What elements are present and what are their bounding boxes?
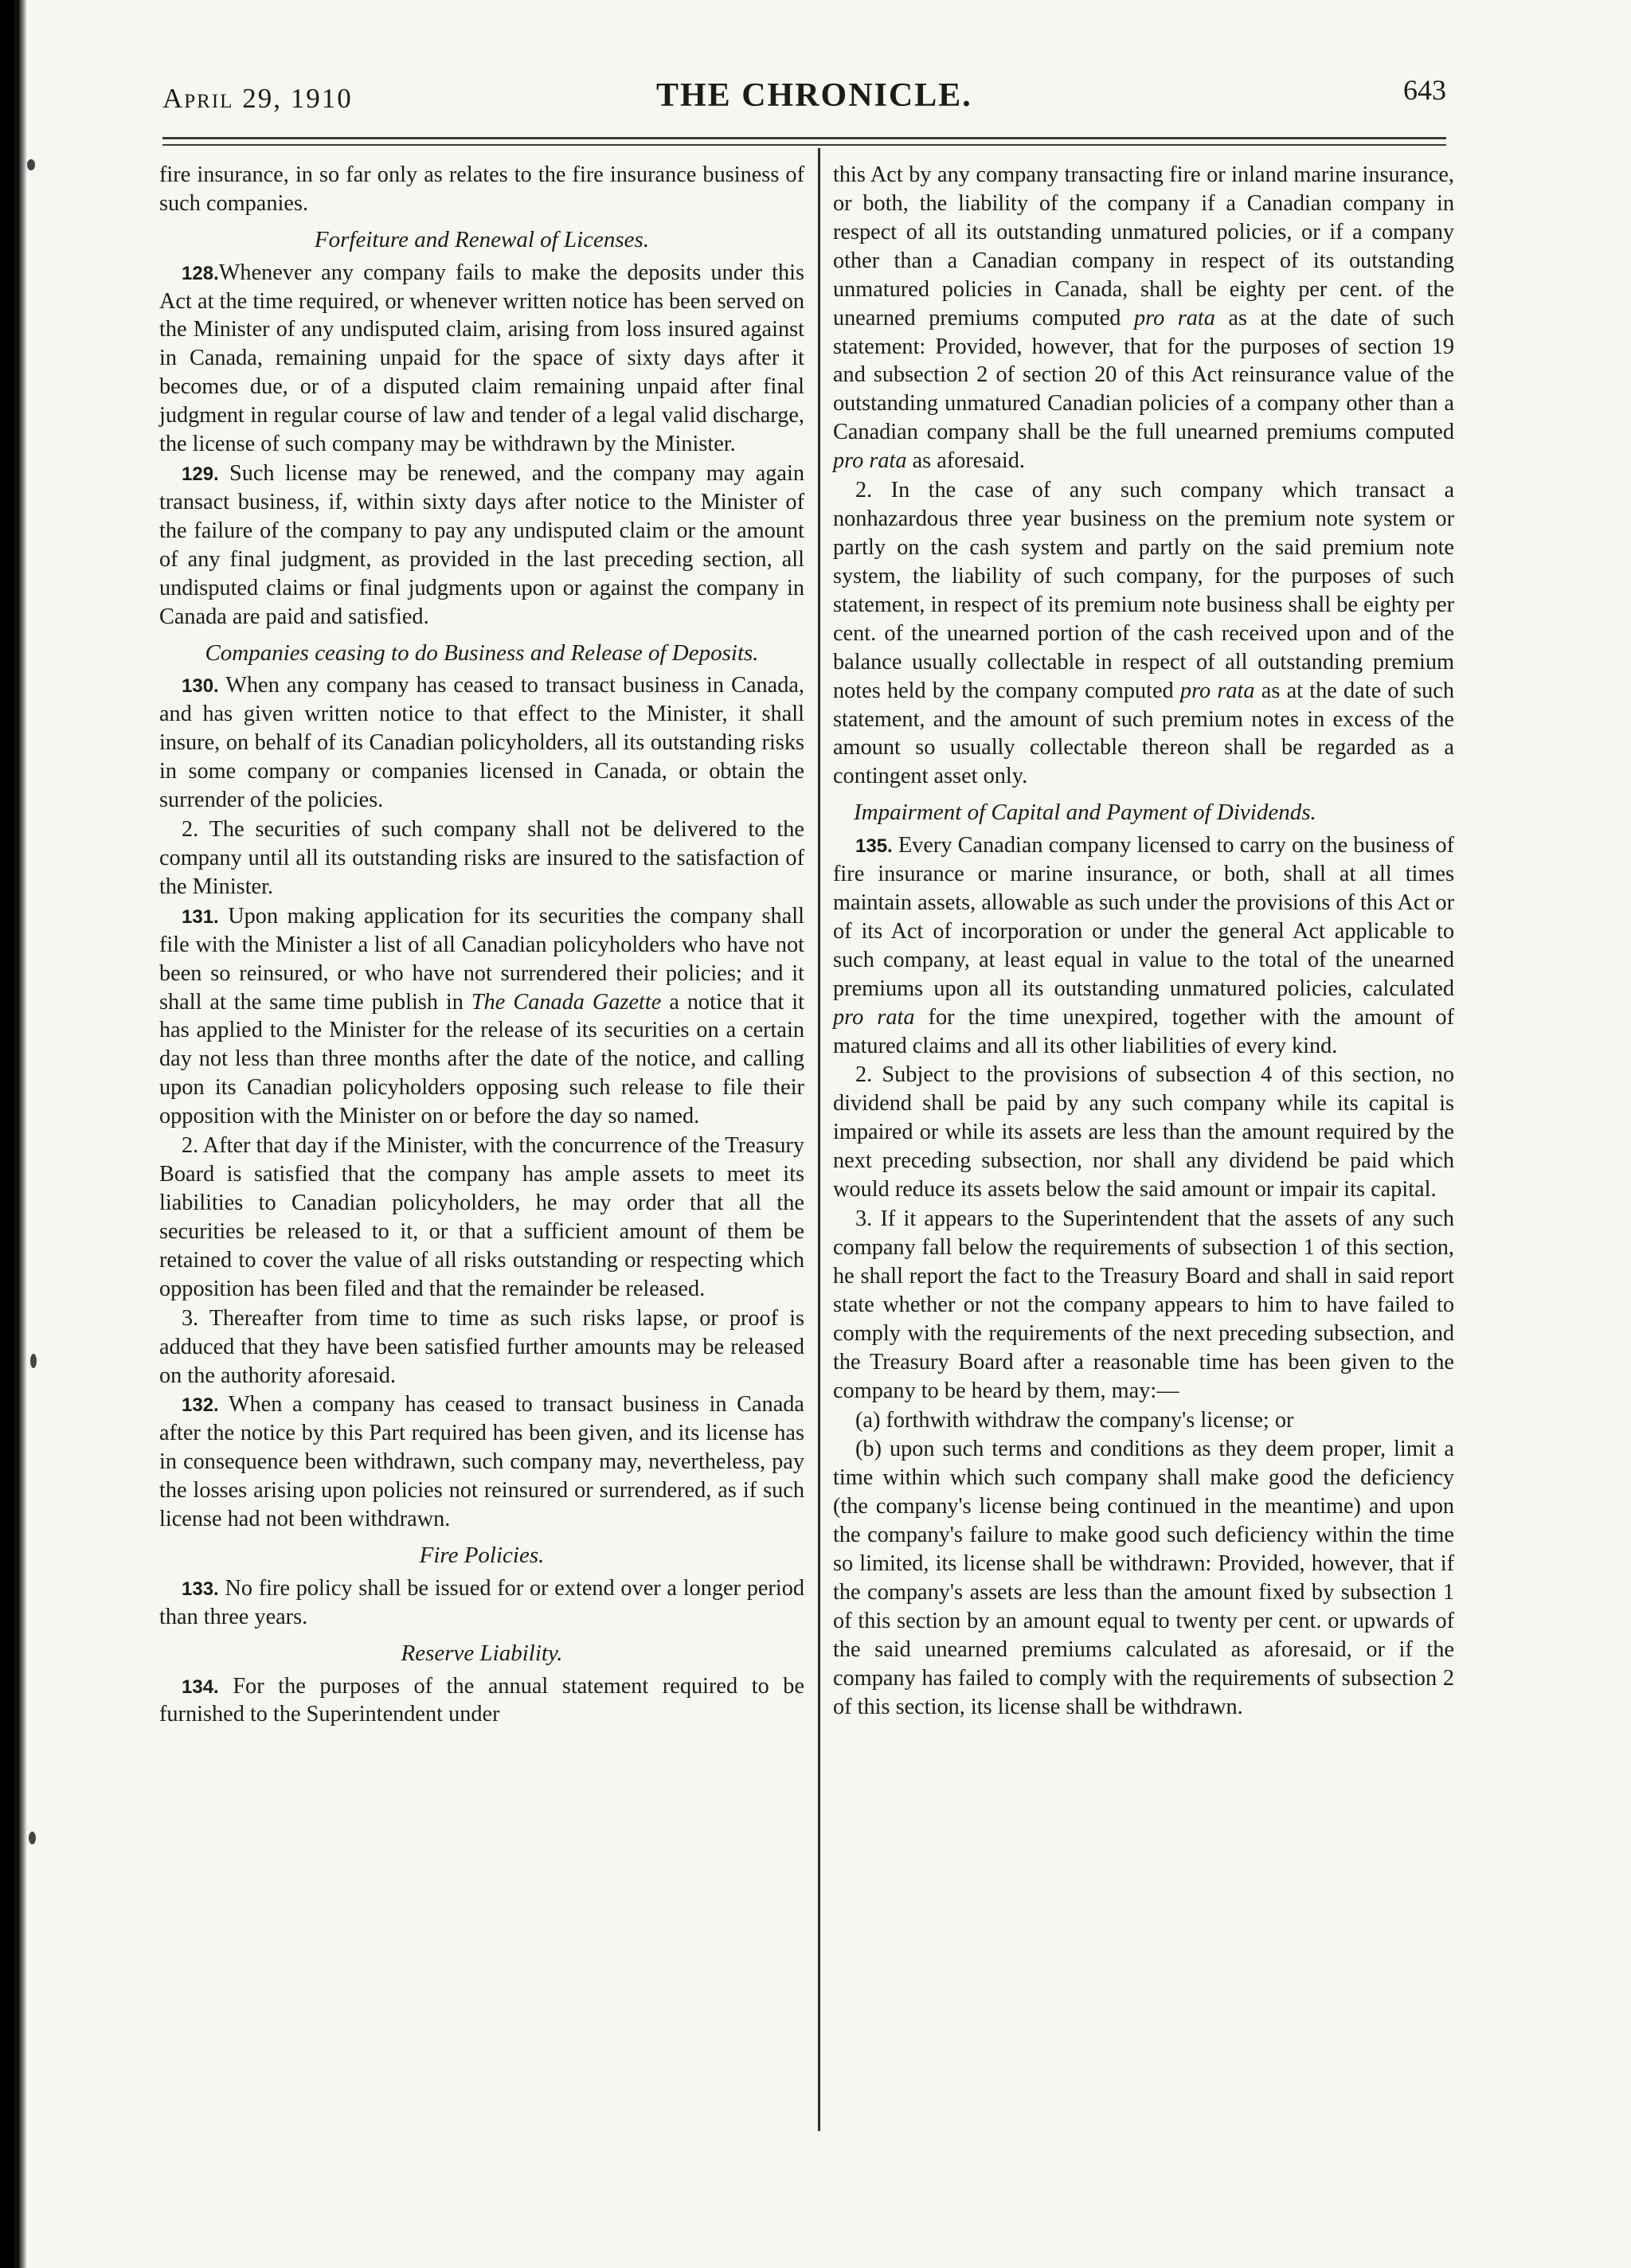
section-heading: Impairment of Capital and Payment of Dividends. bbox=[854, 800, 1316, 826]
section-129 bbox=[159, 459, 804, 632]
text-run: as at the date of such statement: Provided, however, that for the purposes of section 19 and subsection 2 of section 20 of this Act reinsurance value of the outstanding unmatured Canadian policies of a company other than a Canadian company shall be the full unearned premiums computed bbox=[833, 305, 1454, 445]
pro-rata-term: pro rata bbox=[833, 448, 907, 474]
text-run: 2. In the case of any such company which transact a nonhazardous three year business on the premium note system or partly on the cash system and partly on the said premium note system, the liability of such company, for the purposes of such statement, in respect of its premium note business shall be eighty per cent. of the unearned portion of the cash received upon and of the balance usually collectable in respect of all outstanding premium notes held by the company computed bbox=[833, 478, 1454, 703]
section-number: 130. bbox=[182, 675, 219, 698]
section-text: Upon making application for its securities the company shall file with the Minister a list of all Canadian policyholders who have not been so reinsured, or who have not surrendered their policies; and it shall at the same time publish in bbox=[159, 903, 804, 1015]
running-header bbox=[162, 73, 1446, 121]
section-number: 133. bbox=[182, 1578, 219, 1600]
section-text: When any company has ceased to transact business in Canada, and has given written notice to that effect to the Minister, it shall insure, on behalf of its Canadian policyholders, all its outstanding risks in some company or companies licensed in Canada, or obtain the surrender of the policies. bbox=[159, 673, 804, 813]
scan-speck bbox=[30, 1354, 37, 1368]
section-heading: Forfeiture and Renewal of Licenses. bbox=[314, 226, 650, 252]
pro-rata-term: pro rata bbox=[1133, 305, 1215, 330]
paragraph: fire insurance, in so far only as relates to the fire insurance business of such companies. bbox=[159, 162, 804, 216]
section-heading: Reserve Liability. bbox=[401, 1640, 563, 1666]
section-number: 128. bbox=[182, 262, 219, 284]
section-heading: Companies ceasing to do Business and Release of Deposits. bbox=[205, 639, 759, 666]
section-128 bbox=[159, 259, 804, 459]
section-text: Whenever any company fails to make the deposits under this Act at the time required, or whenever written notice has been served on the Minister of any undisputed claim, arising from loss insured against in Canada, remaining unpaid for the space of sixty days after it becomes due, or of a disputed claim remaining unpaid after final judgment in regular course of law and tender of a legal valid discharge, the license of such company may be withdrawn by the Minister. bbox=[159, 260, 804, 457]
text-run: for the time unexpired, together with the amount of matured claims and all its other liabilities of every kind. bbox=[833, 1004, 1454, 1058]
page-binding-edge bbox=[19, 0, 27, 2268]
section-133 bbox=[159, 1574, 804, 1632]
section-text: For the purposes of the annual statement required to be furnished to the Superintendent under bbox=[159, 1673, 805, 1727]
section-heading: Fire Policies. bbox=[419, 1543, 545, 1569]
section-text: No fire policy shall be issued for or extend over a longer period than three years. bbox=[159, 1575, 805, 1629]
left-column bbox=[159, 161, 804, 1730]
section-135 bbox=[833, 831, 1454, 1060]
section-text: Every Canadian company licensed to carry on the business of fire insurance or marine insurance, or both, shall at all times maintain assets, allowable as such under the provisions of this Act or of its Act of incorporation or under the general Act applicable to such company, at least equal in value to the total of the unearned premiums upon all its outstanding unmatured policies, calculated bbox=[833, 833, 1454, 1001]
clause-a: (a) forthwith withdraw the company's license; or bbox=[855, 1407, 1294, 1433]
journal-title: THE CHRONICLE. bbox=[656, 77, 972, 114]
subsection: 3. If it appears to the Superintendent that the assets of any such company fall below the requirements of subsection 1 of this section, he shall report the fact to the Treasury Board and shall in said report state whether or not the company appears to him to have failed to comply with the requirements of the next preceding subsection, and the Treasury Board after a reasonable time has been given to the company to be heard by them, may:— bbox=[833, 1206, 1454, 1403]
header-date: April 29, 1910 bbox=[162, 83, 353, 114]
paragraph bbox=[833, 161, 1454, 475]
section-number: 134. bbox=[182, 1676, 219, 1698]
section-132 bbox=[159, 1390, 804, 1534]
section-number: 132. bbox=[182, 1394, 219, 1417]
header-rule-thin bbox=[162, 144, 1446, 146]
subsection bbox=[833, 476, 1454, 791]
text-run: as aforesaid. bbox=[912, 448, 1026, 474]
subsection: 2. Subject to the provisions of subsection 4 of this section, no dividend shall be paid by any such company while its capital is impaired or while its assets are less than the amount required by the next preceding subsection, nor shall any dividend be paid which would reduce its assets below the said amount or impair its capital. bbox=[833, 1062, 1454, 1202]
text-run: this Act by any company transacting fire or inland marine insurance, or both, the liability of the company if a Canadian company in respect of all its outstanding unmatured policies, or if a company other than a Canadian company in respect of its outstanding unmatured policies in Canada, shall be eighty per cent. of the unearned premiums computed bbox=[833, 162, 1454, 330]
section-130 bbox=[159, 671, 804, 815]
section-text: Such license may be renewed, and the company may again transact business, if, within sixty days after notice to the Minister of the failure of the company to pay any undisputed claim or the amount of any final judgment, as provided in the last preceding section, all undisputed claims or final judgments upon or against the company in Canada are paid and satisfied. bbox=[159, 461, 804, 629]
subsection: 2. After that day if the Minister, with the concurrence of the Treasury Board is satisfied that the company has ample assets to meet its liabilities to Canadian policyholders, he may order that all the securities be released to it, or that a sufficient amount of them be retained to cover the value of all risks outstanding or respecting which opposition has been filed and that the remainder be released. bbox=[159, 1133, 804, 1301]
text-run: as at the date of such statement, and the amount of such premium notes in excess of the amount so usually collectable thereon shall be regarded as a contingent asset only. bbox=[833, 678, 1454, 789]
pro-rata-term: pro rata bbox=[833, 1004, 915, 1030]
section-number: 135. bbox=[855, 835, 893, 858]
scan-speck bbox=[27, 159, 35, 170]
right-column bbox=[833, 161, 1454, 1723]
pro-rata-term: pro rata bbox=[1179, 678, 1255, 703]
section-number: 129. bbox=[182, 463, 219, 486]
page bbox=[14, 0, 1631, 2268]
section-text: When a company has ceased to transact business in Canada after the notice by this Part required has been given, and its license has in consequence been withdrawn, such company may, nevertheless, pay the losses arising upon policies not reinsured or surrendered, as if such license had not been withdrawn. bbox=[159, 1392, 804, 1532]
clause-b: (b) upon such terms and conditions as they deem proper, limit a time within which such company shall make good the deficiency (the company's license being continued in the meantime) and upon the company's failure to make good such deficiency within the time so limited, its license shall be withdrawn: Provided, however, that if the company's assets are less than the amount fixed by subsection 1 of this section by an amount equal to twenty per cent. or upwards of the said unearned premiums calculated as aforesaid, or if the company has failed to comply with the requirements of subsection 2 of this section, its license shall be withdrawn. bbox=[833, 1437, 1454, 1719]
subsection: 3. Thereafter from time to time as such risks lapse, or proof is adduced that they have been satisfied further amounts may be released on the authority aforesaid. bbox=[159, 1305, 804, 1388]
section-131 bbox=[159, 902, 804, 1131]
scan-speck bbox=[29, 1832, 36, 1844]
column-divider bbox=[818, 148, 820, 2131]
subsection: 2. The securities of such company shall not be delivered to the company until all its outstanding risks are insured to the satisfaction of the Minister. bbox=[159, 817, 804, 899]
section-134 bbox=[159, 1672, 804, 1730]
page-number: 643 bbox=[1403, 74, 1446, 106]
section-text-cont: a notice that it has applied to the Minister for the release of its securities on a certain day not less than three months after the date of the notice, and calling upon its Canadian policyholders opposing such release to file their opposition with the Minister on or before the day so named. bbox=[159, 989, 805, 1129]
section-number: 131. bbox=[182, 905, 219, 928]
header-rule bbox=[162, 137, 1446, 139]
gazette-title: The Canada Gazette bbox=[471, 989, 662, 1015]
